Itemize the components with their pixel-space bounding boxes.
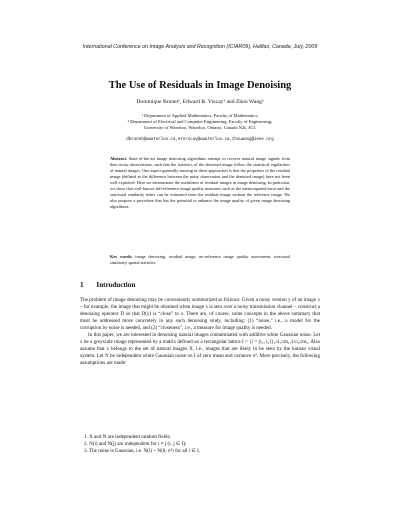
list-item: 3. The noise is Gaussian, i.e. N(i) ~ N(0, σ²) for all i ∈ I. [84,448,201,454]
abstract [110,156,290,210]
paragraph: The problem of image denoising may be conveniently summarized as follows: Given a noisy version y of an image x – for example, the image that might be obtained when image x is sent over a noisy transmission channel – construct a denoising operator D so that D(y) is “close” to x. There are, of course, some concepts in the above summary that must be addressed more concretely in any such denoising study, including: (1) “noise,” i.e., a model for the corruption by noise is needed, and (2) “closeness”, i.e., a measure for image quality is needed. [80,297,320,331]
section-heading [80,281,135,289]
abstract-text: State-of-the-art image denoising algorithms attempt to recover natural image signals from their noisy observations, such that the statistics of the denoised image follow the statistical regularities of natural images. One aspect generally missing in these approaches is that the properties of the residual image (defined as the difference between the noisy observation and the denoised image) have not been well exploited. Here we demonstrate the usefulness of residual images in image denoising. In particular, we show that well-known full-reference image quality measures such as the mean-squared-error and the structural similarity index can be estimated from the residual image without the reference image. We also propose a procedure that has the potential to enhance the image quality of given image denoising algorithms. [110,156,291,209]
section-title: Introduction [96,281,136,289]
affiliations [90,113,310,132]
keywords-text: image denoising, residual image, no-reference image quality assessment, structural similarity, spatial statistics [110,254,291,265]
assumptions-list [84,434,320,455]
list-item: 1. X and N are independent random fields; [84,434,171,440]
affiliation-line: ² Department of Electrical and Computer Engineering, Faculty of Engineering, [127,119,273,125]
affiliation-line: University of Waterloo, Waterloo, Ontario, Canada N2L 3G1 [144,125,256,131]
paragraph: In this paper, we are interested in denoising natural images contaminated with additive white Gaussian noise. Let x be a greyscale image represented by a matrix defined on a rectangular lattice I = {i = (i₁, i₂)}₁≤i₁≤m₁,1≤i₂≤m₂. Also assume that x belongs to the set of natural images X, i.e., images that are likely to be seen by the human visual system. Let N be independent white Gaussian noise on I of zero mean and variance σ². More precisely, the following assumptions are made: [80,332,320,366]
list-item: 2. N(i) and N(j) are independent for i ≠ j (i, j ∈ I); [84,441,187,447]
paper-title: The Use of Residuals in Image Denoising [108,80,292,91]
author-emails: dbrunet@uwaterloo.ca,ervrscay@uwaterloo.ca,zhouwang@ieee.org [126,138,274,142]
body-text [80,297,320,367]
abstract-heading: Abstract. [110,156,128,161]
authors: Dominique Brunet¹, Edward R. Vrscay¹ and Zhou Wang² [136,99,264,105]
keywords-heading: Key words: [110,254,133,259]
keywords [110,254,290,266]
conference-header: International Conference on Image Analysis and Recognition (ICIAR09), Halifax, Canada, July, 2009 [82,44,318,50]
section-number: 1 [80,281,84,289]
affiliation-line: ¹ Department of Applied Mathematics, Faculty of Mathematics, [141,113,259,118]
